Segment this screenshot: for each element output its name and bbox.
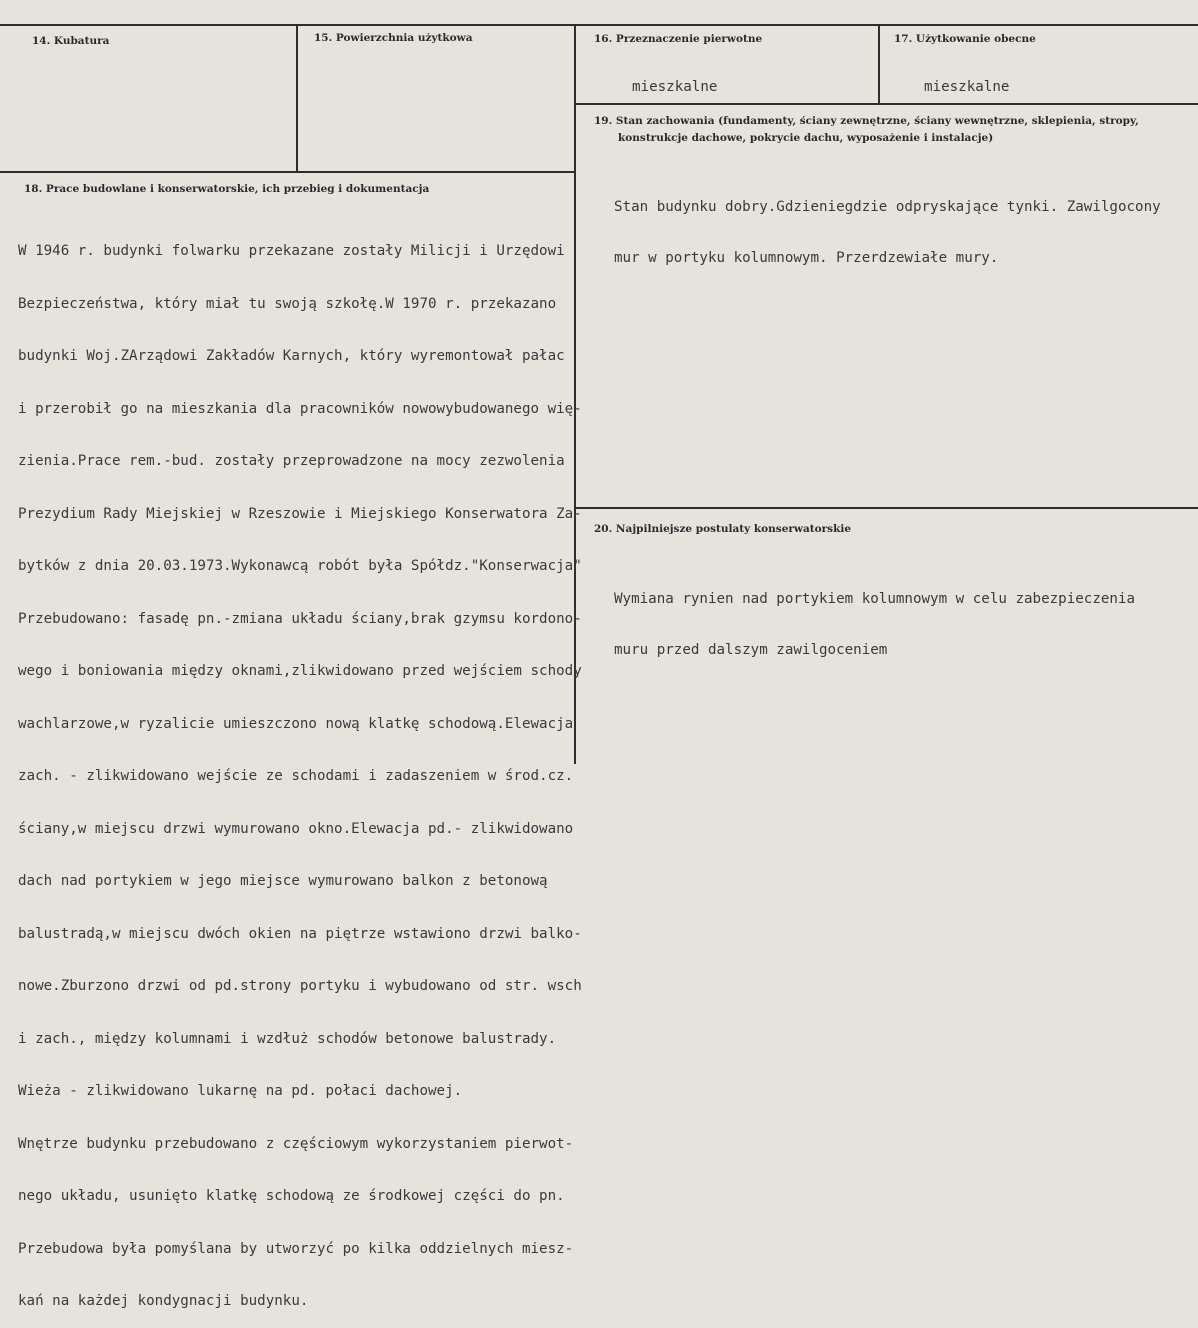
divider-19-20 (575, 507, 1198, 509)
text-line: i przerobił go na mieszkania dla pracowników nowowybudowanego wię- (18, 400, 582, 417)
text-line: ściany,w miejscu drzwi wymurowano okno.Elewacja pd.- zlikwidowano (18, 820, 574, 837)
text-line: budynki Woj.ZArządowi Zakładów Karnych, który wyremontował pałac (18, 348, 565, 364)
text-line: Przebudowa była pomyślana by utworzyć po kilka oddzielnych miesz- (18, 1240, 574, 1257)
text-line: muru przed dalszym zawilgoceniem (614, 642, 888, 658)
text-line: zach. - zlikwidowano wejście ze schodami i zadaszeniem w środ.cz. (18, 768, 574, 784)
field-14-label: 14. Kubatura (32, 35, 110, 47)
text-line: mur w portyku kolumnowym. Przerdzewiałe mury. (614, 250, 999, 266)
field-16-label: 16. Przeznaczenie pierwotne (594, 33, 763, 45)
text-line: nowe.Zburzono drzwi od pd.strony portyku i wybudowano od str. wsch (18, 978, 582, 994)
divider-14-15 (296, 24, 298, 172)
text-line: kań na każdej kondygnacji budynku. (18, 1293, 309, 1309)
divider-16-17 (878, 24, 880, 104)
field-19-label-line-2: konstrukcje dachowe, pokrycie dachu, wyposażenie i instalacje) (618, 132, 994, 144)
field-20-text (614, 557, 1135, 676)
text-line: W 1946 r. budynki folwarku przekazane zostały Milicji i Urzędowi (18, 243, 565, 259)
text-line: Wnętrze budynku przebudowano z częściowym wykorzystaniem pierwot- (18, 1135, 574, 1152)
text-line: Wieża - zlikwidowano lukarnę na pd. połaci dachowej. (18, 1083, 463, 1099)
text-line: Przebudowano: fasadę pn.-zmiana układu ściany,brak gzymsu kordono- (18, 610, 582, 627)
text-line: bytków z dnia 20.03.1973.Wykonawcą robót była Spółdz."Konserwacja" (18, 558, 582, 574)
field-18-text (18, 208, 582, 1328)
text-line: wego i boniowania między oknami,zlikwidowano przed wejściem schody (18, 663, 582, 679)
field-20-label: 20. Najpilniejsze postulaty konserwatorskie (594, 523, 852, 535)
text-line: Wymiana rynien nad portykiem kolumnowym w celu zabezpieczenia (614, 591, 1136, 607)
field-16-value: mieszkalne (632, 79, 718, 95)
text-line: wachlarzowe,w ryzalicie umieszczono nową klatkę schodową.Elewacja (18, 715, 574, 732)
top-border (0, 24, 1198, 26)
divider-left-horizontal (0, 171, 575, 173)
field-17-label: 17. Użytkowanie obecne (894, 33, 1036, 45)
text-line: nego układu, usunięto klatkę schodową ze środkowej części do pn. (18, 1188, 565, 1204)
divider-16-19 (575, 103, 1198, 105)
text-line: Prezydium Rady Miejskiej w Rzeszowie i Miejskiego Konserwatora Za- (18, 505, 582, 522)
field-19-label (594, 113, 1139, 147)
field-19-text (614, 165, 1161, 284)
field-15-label: 15. Powierzchnia użytkowa (314, 32, 473, 44)
text-line: i zach., między kolumnami i wzdłuż schodów betonowe balustrady. (18, 1030, 557, 1047)
text-line: Stan budynku dobry.Gdzieniegdzie odpryskające tynki. Zawilgocony (614, 199, 1161, 215)
text-line: zienia.Prace rem.-bud. zostały przeprowadzone na mocy zezwolenia (18, 453, 565, 469)
field-18-label: 18. Prace budowlane i konserwatorskie, ich przebieg i dokumentacja (24, 183, 430, 195)
text-line: balustradą,w miejscu dwóch okien na piętrze wstawiono drzwi balko- (18, 925, 582, 942)
text-line: Bezpieczeństwa, który miał tu swoją szkołę.W 1970 r. przekazano (18, 295, 557, 312)
field-17-value: mieszkalne (924, 79, 1010, 95)
field-19-label-line-1: 19. Stan zachowania (fundamenty, ściany zewnętrzne, ściany wewnętrzne, sklepienia, stropy, (594, 115, 1139, 127)
text-line: dach nad portykiem w jego miejsce wymurowano balkon z betonową (18, 873, 548, 889)
